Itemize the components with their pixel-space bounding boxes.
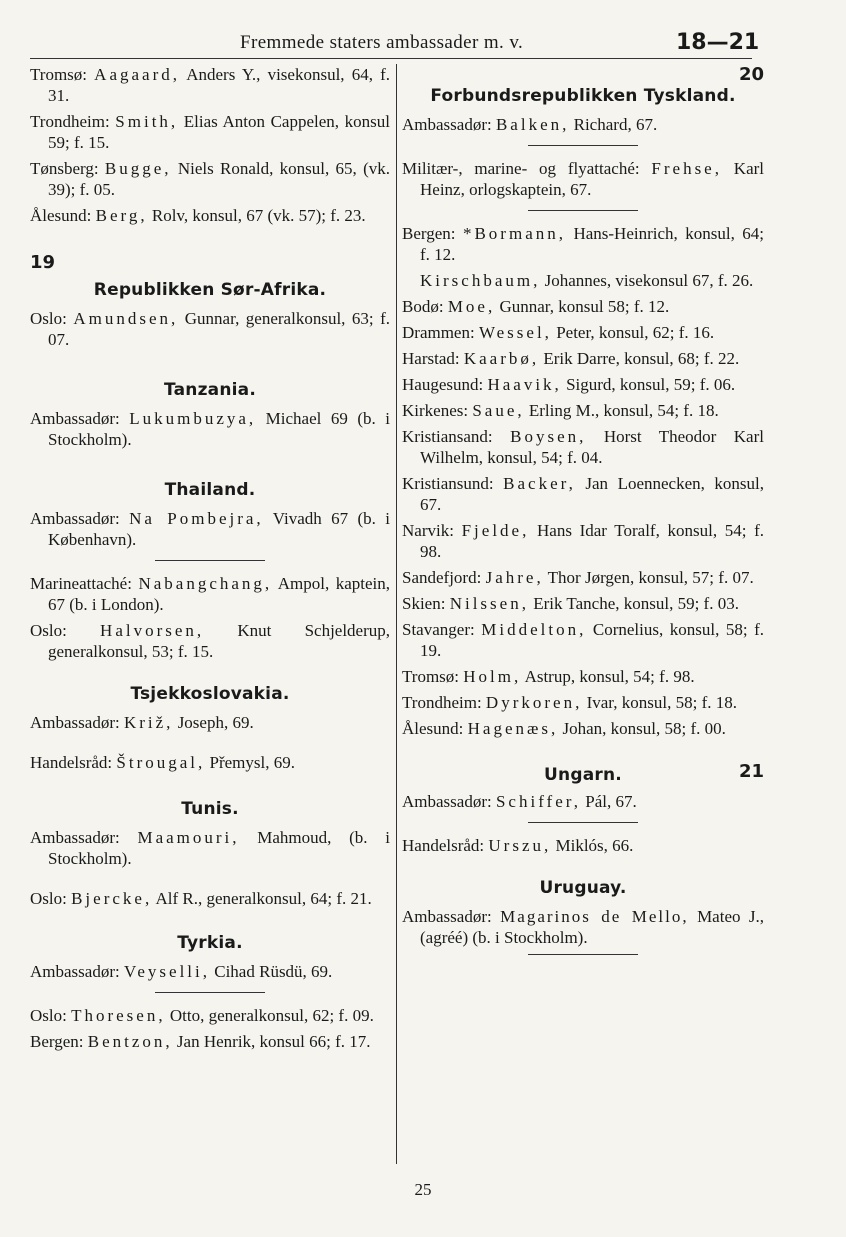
entry-ungarn-ambassador: Ambassadør: Schiffer, Pál, 67. xyxy=(402,792,637,811)
separator-rule xyxy=(155,992,265,993)
entry-visekonsul-bergen: Kirschbaum, Johannes, visekonsul 67, f. 26. xyxy=(420,271,754,290)
entry-tsjekkoslovakia-handelsrad: Handelsråd: Štrougal, Přemysl, 69. xyxy=(30,753,295,772)
separator-rule xyxy=(528,822,638,823)
entry-consul-sandefjord: Sandefjord: Jahre, Thor Jørgen, konsul, 57; f. 07. xyxy=(402,568,754,587)
entry-tyrkia-ambassador: Ambassadør: Veyselli, Cihad Rüsdü, 69. xyxy=(30,962,333,981)
entry-trondheim: Trondheim: Smith, Elias Anton Cappelen, konsul 59; f. 15. xyxy=(30,112,391,152)
section-number-19: 19 xyxy=(30,252,56,273)
entry-thailand-marineattache: Marineattaché: Nabangchang, Ampol, kaptein, 67 (b. i London). xyxy=(30,574,390,614)
entry-tunis-ambassador: Ambassadør: Maamouri, Mahmoud, (b. i Stockholm). xyxy=(30,828,390,868)
entry-ungarn-handelsrad: Handelsråd: Urszu, Miklós, 66. xyxy=(402,836,634,855)
heading-tyrkia: Tyrkia. xyxy=(177,933,243,953)
running-title: Fremmede staters ambassader m. v. xyxy=(240,32,524,53)
entry-tanzania-ambassador: Ambassadør: Lukumbuzya, Michael 69 (b. i Stockholm). xyxy=(30,409,390,449)
entry-consul-stavanger: Stavanger: Middelton, Cornelius, konsul, 58; f. 19. xyxy=(402,620,765,660)
entry-oslo-sor-afrika: Oslo: Amundsen, Gunnar, generalkonsul, 63; f. 07. xyxy=(30,309,391,349)
heading-uruguay: Uruguay. xyxy=(539,878,627,898)
entry-alesund: Ålesund: Berg, Rolv, konsul, 67 (vk. 57); f. 23. xyxy=(30,206,366,225)
entry-consul-harstad: Harstad: Kaarbø, Erik Darre, konsul, 68; f. 22. xyxy=(402,349,740,368)
heading-tyskland: Forbundsrepublikken Tyskland. xyxy=(430,86,736,106)
ungarn-heading-row xyxy=(402,761,764,791)
separator-rule xyxy=(155,560,265,561)
page-header xyxy=(0,30,846,58)
entry-consul-alesund: Ålesund: Hagenæs, Johan, konsul, 58; f. 00. xyxy=(402,719,726,738)
heading-ungarn: Ungarn. xyxy=(544,765,622,785)
heading-tunis: Tunis. xyxy=(181,799,239,819)
entry-consul-bergen: Bergen: *Bormann, Hans-Heinrich, konsul, 64; f. 12. xyxy=(402,224,764,264)
entry-tyskland-attache: Militær-, marine- og flyattaché: Frehse, Karl Heinz, orlogskaptein, 67. xyxy=(402,159,765,199)
separator-rule xyxy=(528,145,638,146)
section-number-20: 20 xyxy=(738,64,764,85)
heading-sor-afrika: Republikken Sør-Afrika. xyxy=(93,280,327,300)
entry-consul-tromso: Tromsø: Holm, Astrup, konsul, 54; f. 98. xyxy=(402,667,695,686)
entry-tunis-oslo: Oslo: Bjercke, Alf R., generalkonsul, 64; f. 21. xyxy=(30,889,372,908)
heading-tsjekkoslovakia: Tsjekkoslovakia. xyxy=(130,684,290,704)
entry-consul-bodo: Bodø: Moe, Gunnar, konsul 58; f. 12. xyxy=(402,297,670,316)
entry-tyrkia-oslo: Oslo: Thoresen, Otto, generalkonsul, 62; f. 09. xyxy=(30,1006,374,1025)
entry-uruguay-ambassador: Ambassadør: Magarinos de Mello, Mateo J., (agréé) (b. i Stockholm). xyxy=(402,907,765,947)
heading-thailand: Thailand. xyxy=(164,480,256,500)
entry-consul-kristiansund: Kristiansund: Backer, Jan Loennecken, konsul, 67. xyxy=(402,474,765,514)
entry-tsjekkoslovakia-ambassador: Ambassadør: Križ, Joseph, 69. xyxy=(30,713,254,732)
entry-consul-kristiansand: Kristiansand: Boysen, Horst Theodor Karl Wilhelm, konsul, 54; f. 04. xyxy=(402,427,764,467)
section-range: 18—21 xyxy=(676,30,760,55)
column-divider xyxy=(396,64,397,1164)
entry-tonsberg: Tønsberg: Bugge, Niels Ronald, konsul, 65, (vk. 39); f. 05. xyxy=(30,159,391,199)
separator-rule xyxy=(528,210,638,211)
entry-thailand-oslo: Oslo: Halvorsen, Knut Schjelderup, generalkonsul, 53; f. 15. xyxy=(30,621,391,661)
right-column xyxy=(402,64,764,967)
entry-consul-kirkenes: Kirkenes: Saue, Erling M., konsul, 54; f. 18. xyxy=(402,401,719,420)
entry-consul-narvik: Narvik: Fjelde, Hans Idar Toralf, konsul, 54; f. 98. xyxy=(402,521,765,561)
entry-thailand-ambassador: Ambassadør: Na Pombejra, Vivadh 67 (b. i København). xyxy=(30,509,390,549)
header-rule xyxy=(30,58,752,59)
entry-tyrkia-bergen: Bergen: Bentzon, Jan Henrik, konsul 66; f. 17. xyxy=(30,1032,371,1051)
entry-consul-haugesund: Haugesund: Haavik, Sigurd, konsul, 59; f. 06. xyxy=(402,375,736,394)
left-column xyxy=(30,64,390,1057)
section-number-21: 21 xyxy=(738,761,764,782)
entry-consul-trondheim: Trondheim: Dyrkoren, Ivar, konsul, 58; f. 18. xyxy=(402,693,737,712)
entry-tyskland-ambassador: Ambassadør: Balken, Richard, 67. xyxy=(402,115,658,134)
entry-consul-skien: Skien: Nilssen, Erik Tanche, konsul, 59; f. 03. xyxy=(402,594,739,613)
heading-tanzania: Tanzania. xyxy=(163,380,256,400)
separator-rule xyxy=(528,954,638,955)
entry-consul-drammen: Drammen: Wessel, Peter, konsul, 62; f. 16. xyxy=(402,323,715,342)
entry-tromso: Tromsø: Aagaard, Anders Y., visekonsul, 64, f. 31. xyxy=(30,65,391,105)
page-number: 25 xyxy=(414,1180,432,1199)
